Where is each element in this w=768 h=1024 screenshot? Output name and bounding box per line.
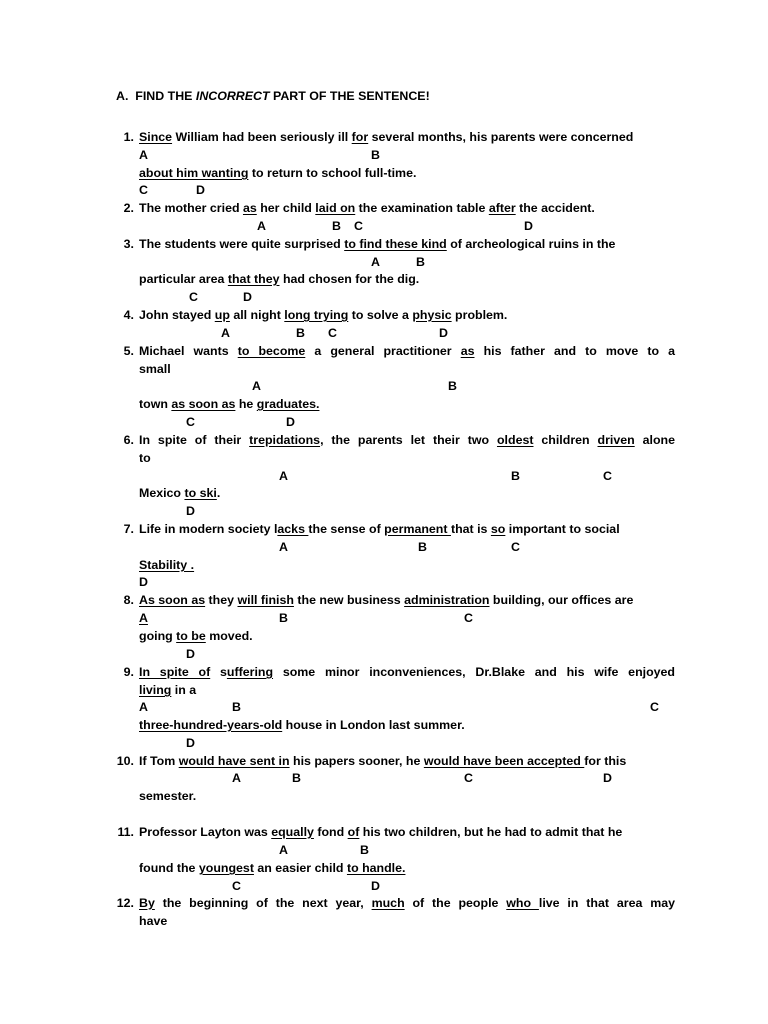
underlined-phrase: Since [139,130,173,144]
underlined-phrase: long trying [284,308,349,322]
option-letter: D [186,736,195,750]
option-letter: A [279,843,288,857]
question-number: 10. [116,754,134,768]
sentence-text: William had been seriously ill [172,130,352,144]
question-number: 4. [123,308,134,322]
underlined-phrase: living [139,683,172,697]
underlined-phrase: that they [227,272,280,286]
option-letter: B [232,700,241,714]
option-letter: A [139,148,148,162]
sentence-text: the accident. [515,201,595,215]
option-letter: D [524,219,533,233]
sentence-line [139,272,419,287]
sentence-line: semester. [139,789,197,803]
sentence-line: small [139,362,171,376]
sentence-line [139,665,675,680]
sentence-text: s [210,665,227,679]
section-label: A. [116,89,129,103]
option-letter: C [139,183,148,197]
sentence-text: the new business [293,593,405,607]
sentence-line: have [139,914,168,928]
option-letter: B [371,148,380,162]
option-letter: D [286,415,295,429]
option-letter: A [221,326,230,340]
sentence-text: problem. [451,308,508,322]
option-letter: B [418,540,427,554]
underlined-phrase: acks [277,522,309,536]
sentence-text: building, our offices are [489,593,634,607]
option-letter: B [448,379,457,393]
sentence-text: of archeological ruins in the [446,237,616,251]
section-heading [116,89,430,103]
heading-pre: FIND THE [135,89,196,103]
underlined-phrase: of [347,825,360,839]
sentence-text: The students were quite surprised [139,237,345,251]
sentence-text: going [139,629,177,643]
option-letter: C [464,611,473,625]
sentence-text: they [205,593,238,607]
sentence-text: Mexico [139,486,185,500]
sentence-text: live in that area may [538,896,675,910]
sentence-text: that is [450,522,491,536]
option-letter: D [186,504,195,518]
question-number: 1. [123,130,134,144]
sentence-text: The mother cried [139,201,243,215]
sentence-text: for this [584,754,627,768]
sentence-line [139,522,620,537]
option-letter: B [292,771,301,785]
heading-post: PART OF THE SENTENCE! [269,89,430,103]
sentence-text: found the [139,861,199,875]
underlined-phrase: would have sent in [178,754,290,768]
sentence-text: John stayed [139,308,215,322]
underlined-phrase: much [371,896,405,910]
sentence-text: the examination table [355,201,489,215]
sentence-text: town [139,397,172,411]
option-letter: B [332,219,341,233]
option-letter: B [511,469,520,483]
underlined-phrase: uffering [226,665,274,679]
sentence-text: In spite of their [139,433,250,447]
underlined-phrase: permanent [384,522,451,536]
sentence-text: , the parents let their two [320,433,497,447]
underlined-phrase: as soon as [171,397,236,411]
sentence-line [139,237,615,252]
sentence-text: . [216,486,221,500]
sentence-text: If Tom [139,754,179,768]
option-letter: C [464,771,473,785]
option-letter: B [279,611,288,625]
sentence-line [139,201,595,216]
sentence-line [139,629,253,644]
option-letter: C [650,700,659,714]
option-letter: B [416,255,425,269]
question-number: 3. [123,237,134,251]
underlined-phrase: By [139,896,155,910]
question-number: 7. [123,522,134,536]
sentence-line [139,344,675,359]
underlined-phrase: In spite of [139,665,211,679]
sentence-text: in a [171,683,197,697]
underlined-phrase: will finish [237,593,294,607]
question-number: 12. [116,896,134,910]
sentence-text: all night [229,308,285,322]
option-letter: D [371,879,380,893]
sentence-text: his father and to move to a [474,344,675,358]
sentence-text: to solve a [348,308,413,322]
option-letter: C [354,219,363,233]
option-letter: C [328,326,337,340]
sentence-line [139,308,507,323]
underlined-phrase: who [506,896,539,910]
underlined-phrase: oldest [496,433,534,447]
underlined-phrase: after [488,201,516,215]
sentence-text: Professor Layton was [139,825,272,839]
option-letter: D [603,771,612,785]
option-letter: C [232,879,241,893]
sentence-text: some minor inconveniences, Dr.Blake and his wife enjoyed [273,665,675,679]
underlined-phrase: for [351,130,369,144]
underlined-phrase: up [214,308,230,322]
sentence-text: he [235,397,257,411]
option-letter: D [139,575,148,589]
sentence-line [139,825,622,840]
sentence-text: an easier child [253,861,347,875]
sentence-text: moved. [205,629,253,643]
underlined-phrase: driven [597,433,635,447]
heading-emphasis: INCORRECT [195,89,270,103]
underlined-phrase: would have been accepted [423,754,585,768]
option-letter: C [511,540,520,554]
option-letter: A [252,379,261,393]
question-number: 8. [123,593,134,607]
sentence-line [139,593,633,608]
underlined-phrase: laid on [315,201,356,215]
option-letter: A [279,540,288,554]
sentence-line: to [139,451,151,465]
underlined-phrase: As soon as [139,593,206,607]
sentence-line [139,486,220,501]
sentence-text: fond [313,825,348,839]
sentence-text: had chosen for the dig. [279,272,420,286]
sentence-text: important to social [505,522,620,536]
question-number: 9. [123,665,134,679]
option-letter: D [243,290,252,304]
option-letter: B [360,843,369,857]
sentence-line [139,683,196,698]
underlined-phrase: so [490,522,506,536]
sentence-line [139,130,633,145]
underlined-phrase: trepidations [249,433,321,447]
sentence-line [139,166,416,181]
sentence-line [139,754,626,769]
sentence-text: the sense of [308,522,385,536]
option-letter: A [232,771,241,785]
sentence-line [139,896,675,911]
sentence-text: particular area [139,272,228,286]
underlined-phrase: about him wanting [139,166,249,180]
underlined-phrase: to handle. [346,861,406,875]
sentence-line [139,433,675,448]
sentence-text: to return to school full-time. [248,166,417,180]
option-letter: D [196,183,205,197]
question-number: 6. [123,433,134,447]
sentence-text: a general practitioner [305,344,461,358]
sentence-line [139,397,319,412]
question-number: 2. [123,201,134,215]
option-letter: A [257,219,266,233]
underlined-phrase: graduates. [256,397,320,411]
option-letter: A [139,700,148,714]
sentence-text: Life in modern society l [139,522,278,536]
option-letter: A [279,469,288,483]
sentence-text: his two children, but he had to admit that he [359,825,623,839]
underlined-phrase: as [460,344,475,358]
underlined-phrase: as [242,201,257,215]
option-letter: D [186,647,195,661]
sentence-line [139,718,465,733]
option-letter: C [189,290,198,304]
sentence-text: of the people [404,896,507,910]
sentence-text: several months, his parents were concerned [368,130,634,144]
sentence-text: his papers sooner, he [289,754,424,768]
underlined-phrase: to ski [184,486,217,500]
sentence-text: alone [634,433,675,447]
option-letter: A [371,255,380,269]
underlined-phrase: physic [412,308,452,322]
sentence-text: the beginning of the next year, [154,896,372,910]
underlined-phrase: Stability . [139,558,195,572]
option-letter: B [296,326,305,340]
sentence-text: children [533,433,598,447]
question-number: 11. [117,825,134,839]
sentence-line [139,861,405,876]
option-letter: C [186,415,195,429]
underlined-phrase: equally [271,825,314,839]
sentence-line [139,558,194,573]
question-number: 5. [123,344,134,358]
underlined-phrase: three-hundred-years-old [139,718,283,732]
underlined-phrase: to find these kind [344,237,447,251]
underlined-phrase: to be [176,629,206,643]
option-letter: A [139,611,148,625]
underlined-phrase: administration [404,593,490,607]
sentence-text: her child [256,201,316,215]
sentence-text: Michael wants [139,344,238,358]
underlined-phrase: youngest [198,861,254,875]
underlined-phrase: to become [237,344,306,358]
option-letter: D [439,326,448,340]
option-letter: C [603,469,612,483]
sentence-text: house in London last summer. [282,718,465,732]
